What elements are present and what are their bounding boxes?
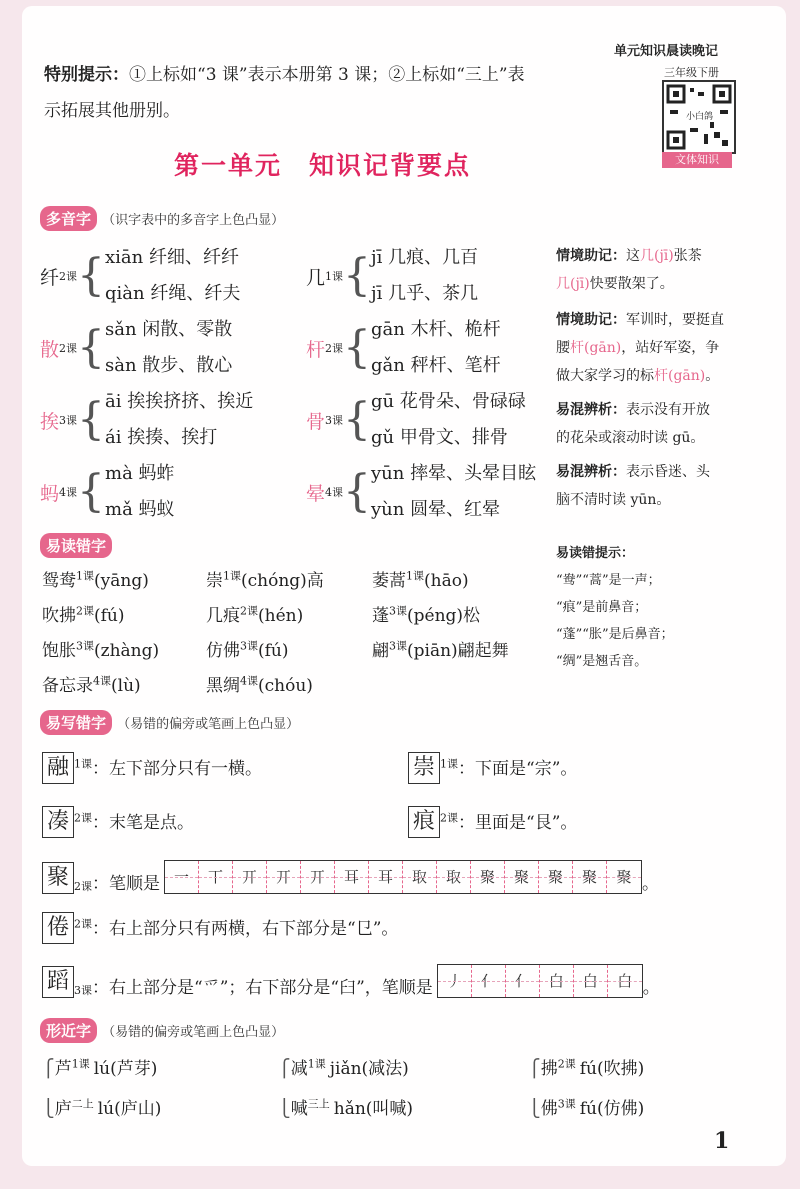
reading-2: ái 挨揍、挨打 [105, 427, 218, 448]
misread-item [42, 636, 159, 661]
stroke-order-grid [437, 964, 643, 998]
misread-hint: “鸯”“蒿”是一声； [556, 573, 661, 588]
side-tips [556, 242, 776, 514]
reading-1: yūn 摔晕、头晕目眩 [371, 463, 537, 484]
polyphonic-char: 蚂 [40, 482, 60, 505]
misread-word: 仿佛 [206, 641, 240, 661]
polyphonic-char: 挨 [40, 410, 60, 433]
polyphonic-char: 杆 [306, 338, 326, 361]
reading-1: gū 花骨朵、骨碌碌 [371, 391, 526, 412]
char-box: 聚 [42, 862, 74, 894]
stroke-cell: 耳 [335, 861, 369, 893]
reading-1: xiān 纤细、纤纤 [105, 247, 239, 268]
misread-item [372, 636, 509, 661]
misread-item [206, 636, 289, 661]
miswrite-section-header [40, 710, 299, 735]
readings [105, 384, 253, 456]
polyphonic-char: 晕 [306, 482, 326, 505]
stroke-cell: 聚 [573, 861, 607, 893]
reading-1: gān 木杆、桅杆 [371, 319, 501, 340]
stroke-cell: 丌 [267, 861, 301, 893]
special-note [44, 58, 525, 92]
misread-word: 几痕 [206, 606, 240, 626]
misread-item [42, 671, 141, 696]
stroke-cell: 白 [608, 965, 642, 997]
misread-pinyin: (zhàng) [94, 641, 160, 661]
similar-section-header [40, 1018, 284, 1043]
misread-word: 黑绸 [206, 676, 240, 696]
reading-1: jī 几痕、几百 [371, 247, 479, 268]
lesson-tag: 1课 [223, 569, 241, 583]
stroke-cell: 亻 [506, 965, 540, 997]
char-box: 融 [42, 752, 74, 784]
similar-reading: hǎn(叫喊) [333, 1099, 414, 1119]
misread-hint: “绸”是翘舌音。 [556, 654, 648, 669]
brace: ⎩ [42, 1099, 55, 1119]
reading-2: sàn 散步、散心 [105, 355, 233, 376]
reading-1: sǎn 闲散、零散 [105, 319, 233, 340]
lesson-tag: 4课 [240, 674, 258, 688]
reading-2: gǎn 秤杆、笔杆 [371, 355, 501, 376]
stroke-cell: 白 [574, 965, 608, 997]
miswrite-badge: 易写错字 [40, 710, 112, 735]
brace: { [343, 322, 372, 373]
misread-hint-title: 易读错提示： [556, 546, 635, 561]
similar-word: 佛 [540, 1099, 558, 1119]
stroke-cell: 丅 [199, 861, 233, 893]
lesson-tag: 3课 [557, 1097, 576, 1111]
misread-item [372, 566, 469, 591]
reading-2: gǔ 甲骨文、排骨 [371, 427, 508, 448]
tip-2: 情境助记：军训时，要挺直 腰杆(gān)，站好军姿，争 做大家学习的标杆(gān)。 [556, 312, 724, 384]
similar-item [42, 1094, 161, 1119]
lesson-tag: 2课 [59, 342, 78, 355]
polyphonic-entry [40, 240, 240, 312]
brace: { [343, 394, 372, 445]
similar-item [528, 1054, 644, 1079]
misread-pinyin: (lù) [111, 676, 141, 696]
char-box: 蹈 [42, 966, 74, 998]
similar-badge: 形近字 [40, 1018, 97, 1043]
similar-word: 减 [290, 1059, 308, 1079]
reading-2: qiàn 纤绳、纤夫 [105, 283, 241, 304]
lesson-tag: 1课 [307, 1057, 326, 1071]
stroke-cell: 一 [165, 861, 199, 893]
qr-tag: 文体知识 [662, 152, 732, 168]
similar-item [278, 1054, 409, 1079]
similar-reading: lú(庐山) [97, 1099, 162, 1119]
polyphonic-badge: 多音字 [40, 206, 97, 231]
lesson-tag: 2课 [76, 604, 94, 618]
stroke-cell: 聚 [607, 861, 641, 893]
misread-item [206, 671, 313, 696]
similar-word: 拂 [540, 1059, 558, 1079]
stroke-cell: 亻 [472, 965, 506, 997]
similar-reading: lú(芦芽) [93, 1059, 158, 1079]
polyphonic-entry [306, 456, 536, 528]
lesson-tag: 3课 [76, 639, 94, 653]
lesson-tag: 1课 [325, 270, 344, 283]
header-title: 单元知识晨读晚记 [614, 44, 719, 59]
readings [371, 456, 536, 528]
misread-pinyin: (péng)松 [407, 606, 481, 626]
stroke-cell: 聚 [471, 861, 505, 893]
brace: ⎩ [528, 1099, 541, 1119]
tip-3: 易混辨析：表示没有开放 的花朵或滚动时读 gū。 [556, 402, 710, 446]
similar-item [42, 1054, 157, 1079]
misread-word: 鸳鸯 [42, 571, 76, 591]
brace: { [77, 250, 106, 301]
lesson-tag: 二上 [71, 1097, 94, 1111]
readings [105, 312, 232, 384]
misread-badge: 易读错字 [40, 533, 112, 558]
readings [371, 384, 526, 456]
miswrite-item: 融 $^{1课}$：左下部分只有一横。 [42, 752, 262, 784]
lesson-tag: 1课 [76, 569, 94, 583]
lesson-tag: 1课 [406, 569, 424, 583]
polyphonic-char: 散 [40, 338, 60, 361]
lesson-tag: 三上 [307, 1097, 330, 1111]
readings [371, 240, 478, 312]
char-box: 倦 [42, 912, 74, 944]
similar-desc: （易错的偏旁或笔画上色凸显） [102, 1025, 285, 1040]
stroke-cell: 丌 [301, 861, 335, 893]
misread-pinyin: (hén) [258, 606, 304, 626]
misread-word: 吹拂 [42, 606, 76, 626]
stroke-cell: 丌 [233, 861, 267, 893]
tip-4: 易混辨析：表示昏迷、头 脑不清时读 yūn。 [556, 464, 710, 508]
misread-word: 蓬 [372, 606, 389, 626]
polyphonic-char: 骨 [306, 410, 326, 433]
special-note-line2: 示拓展其他册别。 [44, 101, 180, 121]
misread-pinyin: (fú) [94, 606, 125, 626]
brace: { [343, 250, 372, 301]
misread-pinyin: (chóu) [258, 676, 313, 696]
lesson-tag: 2课 [557, 1057, 576, 1071]
similar-item [528, 1094, 644, 1119]
miswrite-item: 崇 $^{1课}$：下面是“宗”。 [408, 752, 577, 784]
misread-word: 饱胀 [42, 641, 76, 661]
tip-1: 情境助记：这几(jī)张茶 几(jī)快要散架了。 [556, 248, 702, 292]
special-note-label: 特别提示： [44, 65, 129, 85]
stroke-cell: 耳 [369, 861, 403, 893]
brace: { [77, 394, 106, 445]
lesson-tag: 2课 [325, 342, 344, 355]
stroke-order-grid [164, 860, 642, 894]
lesson-tag: 3课 [325, 414, 344, 427]
miswrite-item: 聚 $_{2课}$ ：笔顺是 一 丅 丌 丌 丌 耳 耳 取 取 聚 聚 聚 聚 聚 。 [42, 860, 659, 894]
lesson-tag: 3课 [389, 604, 407, 618]
char-box: 崇 [408, 752, 440, 784]
char-box: 痕 [408, 806, 440, 838]
misread-word: 备忘录 [42, 676, 93, 696]
polyphonic-entry [40, 384, 253, 456]
similar-word: 庐 [54, 1099, 72, 1119]
misread-hint: “蓬”“胀”是后鼻音； [556, 627, 674, 642]
misread-item [42, 566, 149, 591]
stroke-cell: 取 [437, 861, 471, 893]
page-title: 第一单元 知识记背要点 [174, 151, 472, 180]
grade-label: 三年级下册 [664, 66, 719, 79]
misread-pinyin: (fú) [258, 641, 289, 661]
misread-word: 萎蒿 [372, 571, 406, 591]
lesson-tag: 3课 [240, 639, 258, 653]
polyphonic-entry [40, 456, 175, 528]
misread-item [206, 601, 303, 626]
polyphonic-entry [40, 312, 232, 384]
stroke-cell: 白 [540, 965, 574, 997]
misread-hint: “痕”是前鼻音； [556, 600, 648, 615]
polyphonic-desc: （识字表中的多音字上色凸显） [102, 213, 285, 228]
similar-item [278, 1094, 413, 1119]
readings [105, 240, 240, 312]
polyphonic-char: 几 [306, 266, 326, 289]
misread-pinyin: (hāo) [424, 571, 469, 591]
brace: ⎧ [278, 1059, 291, 1079]
page-number: 1 [714, 1128, 730, 1154]
lesson-tag: 3课 [59, 414, 78, 427]
polyphonic-char: 纤 [40, 266, 60, 289]
brace: { [343, 466, 372, 517]
miswrite-item: 凑 $^{2课}$：末笔是点。 [42, 806, 194, 838]
brace: ⎧ [42, 1059, 55, 1079]
lesson-tag: 4课 [93, 674, 111, 688]
miswrite-item: 痕 $^{2课}$：里面是“艮”。 [408, 806, 577, 838]
reading-2: jī 几乎、茶几 [371, 283, 479, 304]
lesson-tag: 1课 [71, 1057, 90, 1071]
similar-word: 喊 [290, 1099, 308, 1119]
brace: ⎩ [278, 1099, 291, 1119]
misread-item [206, 566, 324, 591]
stroke-cell: 取 [403, 861, 437, 893]
similar-reading: jiǎn(减法) [329, 1059, 409, 1079]
reading-2: yùn 圆晕、红晕 [371, 499, 501, 520]
brace: ⎧ [528, 1059, 541, 1079]
miswrite-item: 倦 $^{2课}$：右上部分只有两横，右下部分是“㔾”。 [42, 912, 398, 944]
brace: { [77, 322, 106, 373]
misread-section-header [40, 533, 112, 558]
qr-label: 小白鸽 [684, 109, 715, 122]
misread-hints [556, 540, 674, 675]
misread-word: 崇 [206, 571, 223, 591]
stroke-cell: 丿 [438, 965, 472, 997]
polyphonic-section-header [40, 206, 284, 231]
brace: { [77, 466, 106, 517]
lesson-tag: 4课 [325, 486, 344, 499]
lesson-tag: 2课 [59, 270, 78, 283]
similar-reading: fú(吹拂) [579, 1059, 645, 1079]
stroke-cell: 聚 [539, 861, 573, 893]
lesson-tag: 4课 [59, 486, 78, 499]
misread-word: 翩 [372, 641, 389, 661]
lesson-tag: 3课 [389, 639, 407, 653]
special-note-line1: ①上标如“3 课”表示本册第 3 课；②上标如“三上”表 [129, 65, 525, 85]
polyphonic-entry [306, 312, 501, 384]
miswrite-item: 蹈 $_{3课}$ ：右上部分是“爫”；右下部分是“臼”，笔顺是 丿 亻 亻 白 白 白 。 [42, 964, 660, 998]
char-box: 凑 [42, 806, 74, 838]
polyphonic-entry [306, 240, 478, 312]
readings [371, 312, 501, 384]
stroke-cell: 聚 [505, 861, 539, 893]
misread-pinyin: (yāng) [94, 571, 149, 591]
reading-2: mǎ 蚂蚁 [105, 499, 175, 520]
similar-word: 芦 [54, 1059, 72, 1079]
misread-item [372, 601, 480, 626]
miswrite-desc: （易错的偏旁或笔画上色凸显） [117, 717, 300, 732]
misread-item [42, 601, 125, 626]
readings [105, 456, 175, 528]
lesson-tag: 2课 [240, 604, 258, 618]
reading-1: mà 蚂蚱 [105, 463, 175, 484]
reading-1: āi 挨挨挤挤、挨近 [105, 391, 254, 412]
similar-reading: fú(仿佛) [579, 1099, 645, 1119]
misread-pinyin: (chóng)高 [241, 571, 324, 591]
qr-code[interactable] [662, 80, 736, 154]
misread-pinyin: (piān)翩起舞 [407, 641, 509, 661]
polyphonic-entry [306, 384, 526, 456]
